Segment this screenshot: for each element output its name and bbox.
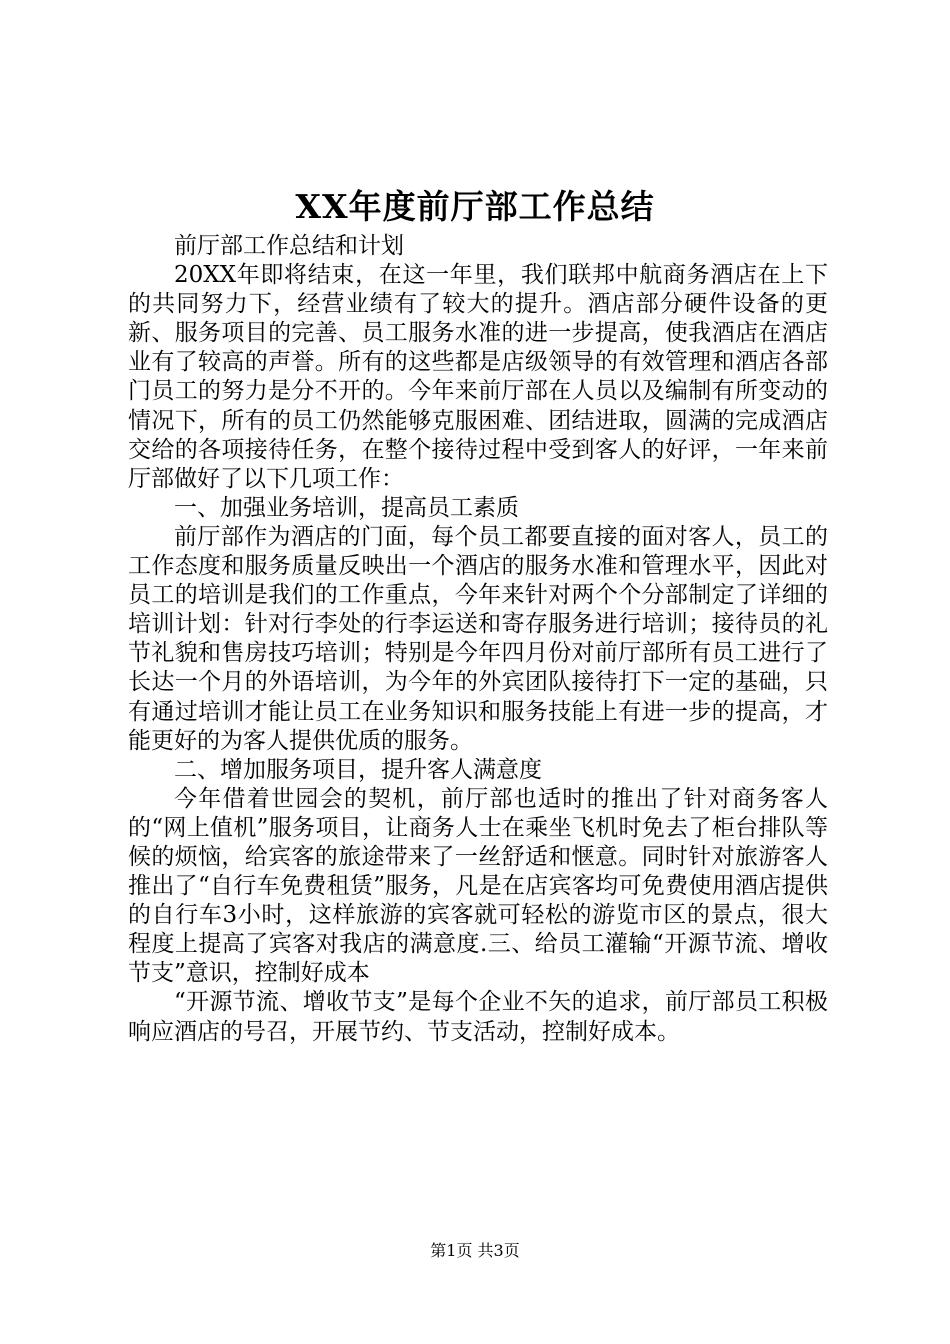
section-3-paragraph: “开源节流、增收节支”是每个企业不矢的追求，前厅部员工积极响应酒店的号召，开展节约、节支活动，控制好成本。: [128, 989, 828, 1045]
section-1-paragraph: 前厅部作为酒店的门面，每个员工都要直接的面对客人，员工的工作态度和服务质量反映出一个酒店的服务水准和管理水平，因此对员工的培训是我们的工作重点，今年来针对两个个分部制定了详细的培训计划：针对行李处的行李运送和寄存服务进行培训；接待员的礼节礼貌和售房技巧培训；特别是今年四月份对前厅部所有员工进行了长达一个月的外语培训，为今年的外宾团队接待打下一定的基础，只有通过培训才能让员工在业务知识和服务技能上有进一步的提高，才能更好的为客人提供优质的服务。: [128, 523, 828, 754]
page-footer: 第1页 共3页: [430, 1241, 520, 1260]
document-body: [128, 232, 828, 1047]
subtitle-paragraph: 前厅部工作总结和计划: [174, 233, 404, 259]
section-2-paragraph: 今年借着世园会的契机，前厅部也适时的推出了针对商务客人的“网上值机”服务项目，让商务人士在乘坐飞机时免去了柜台排队等候的烦恼，给宾客的旅途带来了一丝舒适和惬意。同时针对旅游客人推出了“自行车免费租赁”服务，凡是在店宾客均可免费使用酒店提供的自行车3小时，这样旅游的宾客就可轻松的游览市区的景点，很大程度上提高了宾客对我店的满意度.三、给员工灌输“开源节流、增收节支”意识，控制好成本: [128, 785, 828, 987]
section-heading-2: 二、增加服务项目，提升客人满意度: [174, 756, 542, 783]
section-heading-1: 一、加强业务培训，提高员工素质: [174, 494, 519, 521]
document-title: XX年度前厅部工作总结: [295, 187, 655, 226]
intro-paragraph: 20XX年即将结束，在这一年里，我们联邦中航商务酒店在上下的共同努力下，经营业绩有了较大的提升。酒店部分硬件设备的更新、服务项目的完善、员工服务水准的进一步提高，使我酒店在酒店业有了较高的声誉。所有的这些都是店级领导的有效管理和酒店各部门员工的努力是分不开的。今年来前厅部在人员以及编制有所变动的情况下，所有的员工仍然能够克服困难、团结进取，圆满的完成酒店交给的各项接待任务，在整个接待过程中受到客人的好评，一年来前厅部做好了以下几项工作：: [128, 262, 828, 492]
